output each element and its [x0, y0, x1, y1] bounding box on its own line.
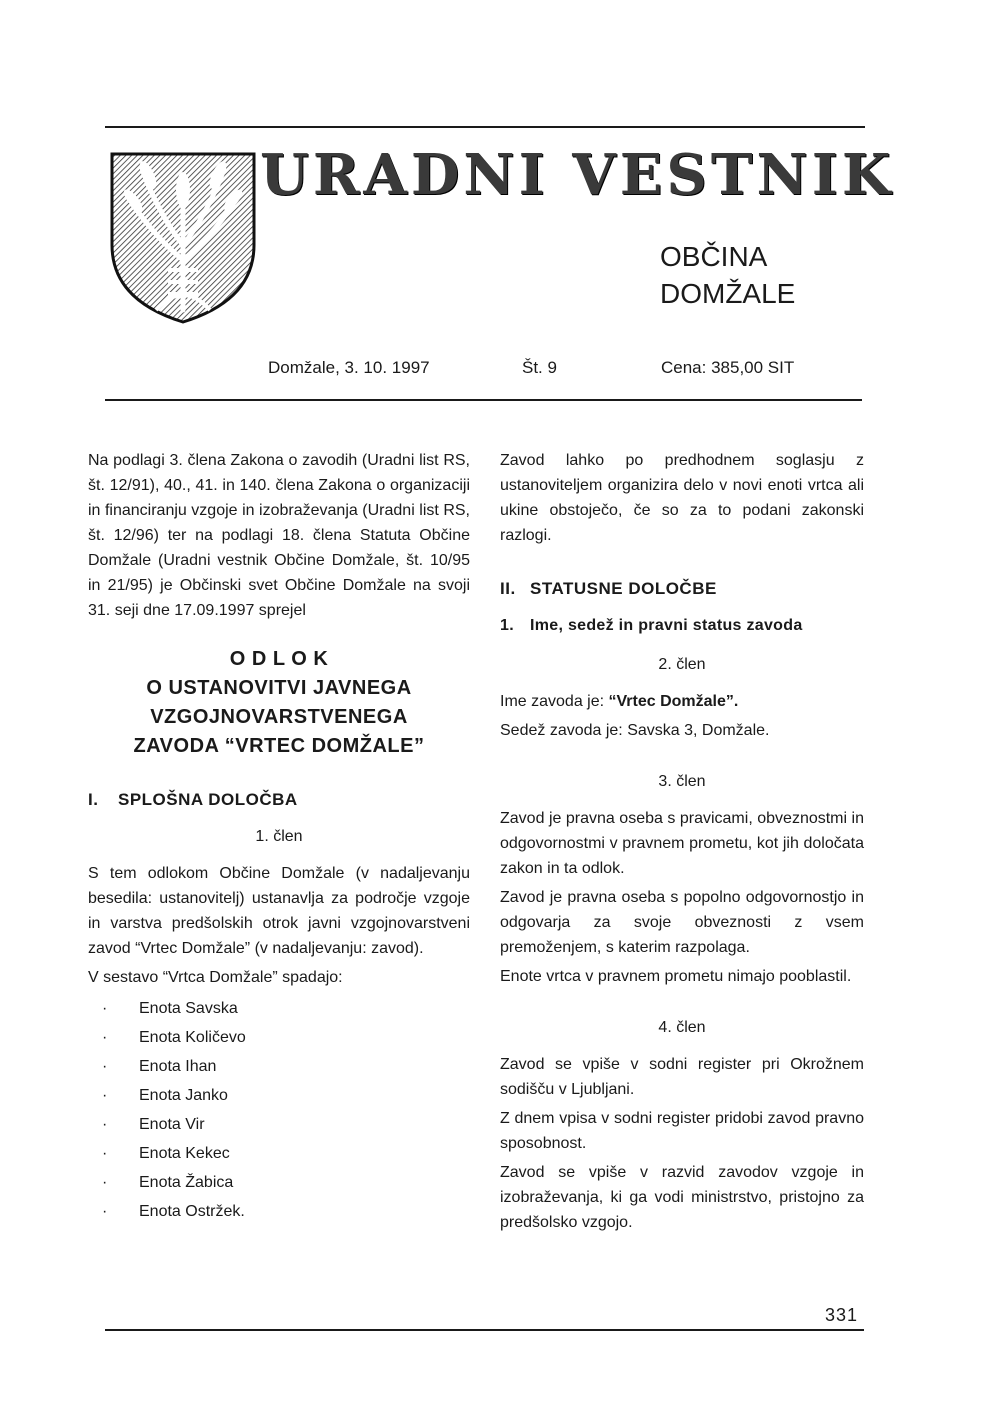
- article-heading: 2. člen: [658, 656, 706, 673]
- list-item: · Enota Količevo: [88, 1023, 470, 1052]
- title-line: ZAVODA “VRTEC DOMŽALE”: [133, 735, 425, 757]
- name-label: Ime zavoda je:: [500, 693, 609, 710]
- list-item: · Enota Janko: [88, 1081, 470, 1110]
- footer-rule: [105, 1329, 864, 1331]
- issue-date: Domžale, 3. 10. 1997: [268, 358, 430, 377]
- paragraph: [500, 689, 864, 714]
- section-title: SPLOŠNA DOLOČBA: [118, 790, 298, 809]
- paragraph: Zavod je pravna oseba s popolno odgovornostjo in odgovarja za svoje obveznosti z vsem premoženjem, s katerim razpolaga.: [500, 889, 864, 956]
- article-heading: 1. člen: [255, 828, 303, 845]
- units-list: [88, 994, 470, 1226]
- list-item: · Enota Savska: [88, 994, 470, 1023]
- paragraph: Zavod se vpiše v sodni register pri Okrožnem sodišču v Ljubljani.: [500, 1056, 864, 1098]
- list-item: · Enota Ostržek.: [88, 1197, 470, 1226]
- right-column: [500, 448, 864, 1239]
- preamble-text: Na podlagi 3. člena Zakona o zavodih (Uradni list RS, št. 12/91), 40., 41. in 140. člena Zakona o organizaciji in financiranju vzgoje in izobraževanja (Uradni list RS, št. 12/96) ter na podlagi 18. člena Statuta Občine Domžale (Uradni vestnik Občine Domžale, št. 10/95 in 21/95) je Občinski svet Občine Domžale na svoji 31. seji dne 17.09.1997 sprejel: [88, 452, 470, 619]
- title-line: O D L O K: [229, 648, 329, 670]
- section-title: STATUSNE DOLOČBE: [530, 579, 717, 598]
- title-line: VZGOJNOVARSTVENEGA: [150, 706, 408, 728]
- paragraph: Zavod lahko po predhodnem soglasju z ustanoviteljem organizira delo v novi enoti vrtca ali ukine obstoječo, če so za to podani zakonski razlogi.: [500, 452, 864, 544]
- subsection-heading: [500, 613, 864, 638]
- list-item: · Enota Vir: [88, 1110, 470, 1139]
- page-number: 331: [825, 1305, 859, 1325]
- municipality-line-1: OBČINA: [660, 241, 768, 272]
- title-line: O USTANOVITVI JAVNEGA: [146, 677, 412, 699]
- paragraph: Z dnem vpisa v sodni register pridobi zavod pravno sposobnost.: [500, 1110, 864, 1152]
- section-number: II.: [500, 579, 516, 598]
- institution-name: “Vrtec Domžale”.: [608, 693, 739, 710]
- top-rule: [105, 126, 865, 128]
- section-number: I.: [88, 790, 99, 809]
- section-heading: [500, 576, 864, 601]
- paragraph: Zavod se vpiše v razvid zavodov vzgoje in izobraževanja, ki ga vodi ministrstvo, pristojno za predšolsko vzgojo.: [500, 1164, 864, 1231]
- list-item: · Enota Žabica: [88, 1168, 470, 1197]
- paragraph: Sedež zavoda je: Savska 3, Domžale.: [500, 722, 770, 739]
- municipality-line-2: DOMŽALE: [660, 278, 796, 309]
- list-item: · Enota Ihan: [88, 1052, 470, 1081]
- article-heading: 4. člen: [658, 1019, 706, 1036]
- coat-of-arms-wheat-icon: [108, 150, 258, 325]
- issue-number: Št. 9: [522, 358, 557, 377]
- masthead-title: URADNI VESTNIK: [260, 142, 895, 208]
- paragraph: S tem odlokom Občine Domžale (v nadaljevanju besedila: ustanovitelj) ustanavlja za področje vzgoje in varstva predšolskih otrok javni vzgojnovarstveni zavod “Vrtec Domžale” (v nadaljevanju: zavod).: [88, 865, 470, 957]
- section-heading: [88, 787, 470, 812]
- subsection-number: 1.: [500, 617, 514, 634]
- list-item: · Enota Kekec: [88, 1139, 470, 1168]
- paragraph: Zavod je pravna oseba s pravicami, obveznostmi in odgovornostmi v pravnem prometu, kot jih določata zakon in ta odlok.: [500, 810, 864, 877]
- municipality-name: [660, 238, 795, 312]
- subsection-title: Ime, sedež in pravni status zavoda: [530, 617, 803, 634]
- document-title: [88, 645, 470, 761]
- paragraph: Enote vrtca v pravnem prometu nimajo pooblastil.: [500, 968, 852, 985]
- paragraph: V sestavo “Vrtca Domžale” spadajo:: [88, 969, 343, 986]
- left-column: [88, 448, 470, 1226]
- issue-price: Cena: 385,00 SIT: [661, 358, 795, 377]
- header-rule: [105, 399, 862, 401]
- article-heading: 3. člen: [658, 773, 706, 790]
